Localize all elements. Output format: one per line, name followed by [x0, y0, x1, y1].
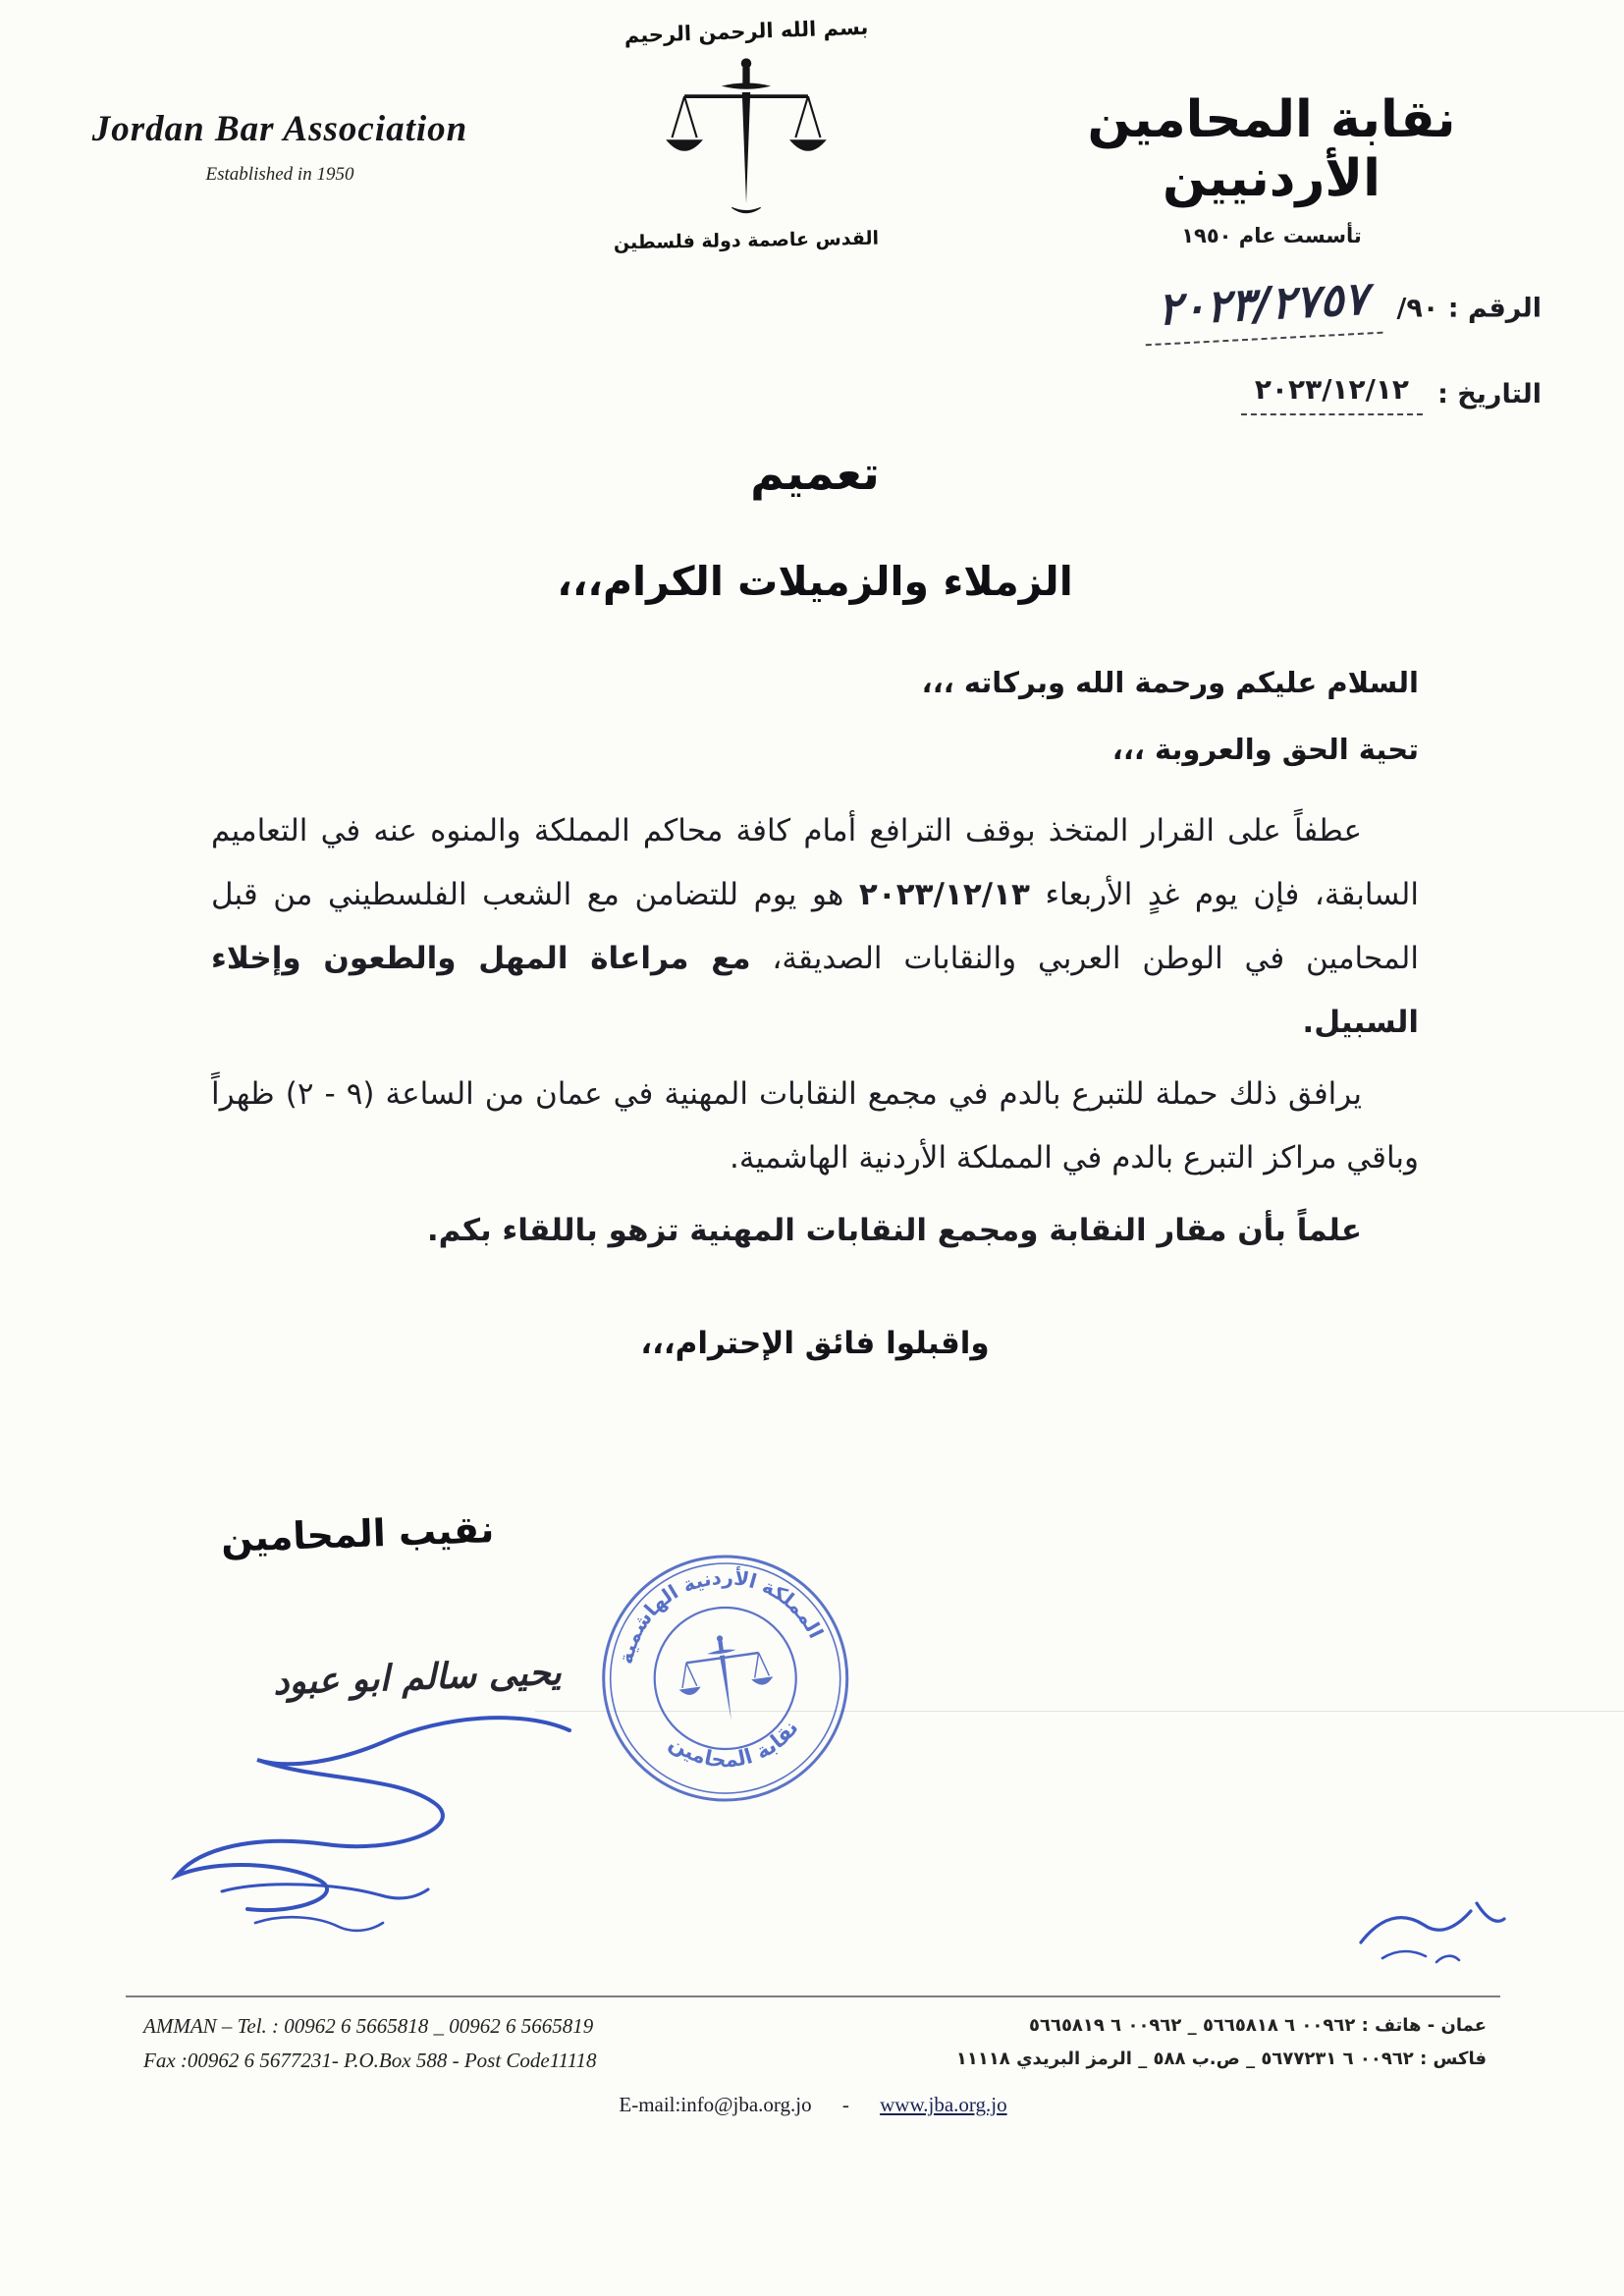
scan-artifact-line: [535, 1711, 1624, 1712]
svg-text:نقابة المحامين: [663, 1714, 807, 1780]
signature-ink-icon: [137, 1689, 619, 1958]
paragraph-decision-bold: مع مراعاة المهل والطعون وإخلاء السبيل.: [211, 941, 1419, 1041]
footer-phone-arabic: عمان - هاتف : ٠٠٩٦٢ ٦ ٥٦٦٥٨١٨ _ ٠٠٩٦٢ ٦ ٥٦٦٥٨١٩: [1028, 2015, 1487, 2036]
scales-of-justice-icon: [584, 51, 908, 224]
footer-email: E-mail:info@jba.org.jo: [619, 2093, 812, 2117]
letterhead-english: [83, 108, 476, 186]
paragraph-decision: [211, 799, 1419, 1055]
letter-footer: [126, 1995, 1500, 2117]
handwritten-initials-icon: [1343, 1886, 1515, 1983]
org-name-english: Jordan Bar Association: [91, 109, 468, 149]
footer-phone-english: AMMAN – Tel. : 00962 6 5665818 _ 00962 6 5665819: [143, 2014, 594, 2038]
paragraph-decision-cont: هو يوم للتضامن مع الشعب الفلسطيني من قبل المحامين في الوطن العربي والنقابات الصديقة،: [211, 877, 1419, 977]
motto-jerusalem: القدس عاصمة دولة فلسطين: [613, 227, 880, 254]
signatory-title: نقيب المحامين: [220, 1507, 495, 1560]
stamp-top-text: المملكة الأردنية الهاشمية: [613, 1564, 829, 1667]
salutation: الزملاء والزميلات الكرام،،،: [557, 558, 1073, 605]
letter-body: [211, 447, 1419, 1392]
signatory-name: يحيى سالم ابو عبود: [272, 1652, 563, 1704]
footer-fax-arabic: فاكس : ٠٠٩٦٢ ٦ ٥٦٧٧٢٣١ _ ص.ب ٥٨٨ _ الرمز البريدي ١١١١٨: [955, 2049, 1487, 2070]
footer-separator: -: [841, 2093, 849, 2117]
stamp-bottom-text: نقابة المحامين: [665, 1716, 803, 1773]
letterhead-arabic: [1001, 90, 1542, 247]
reference-number-row: [1041, 271, 1542, 340]
greeting-national: تحية الحق والعروبة ،،،: [1111, 733, 1419, 766]
established-english: Established in 1950: [205, 164, 354, 185]
footer-email-row: [126, 2093, 1500, 2117]
footer-contact-english: [126, 2009, 597, 2077]
paragraph-blood-drive: يرافق ذلك حملة للتبرع بالدم في مجمع النقابات المهنية في عمان من الساعة (٩ - ٢) ظهراً وباقي مراكز التبرع بالدم في المملكة الأردنية الهاشمية.: [211, 1076, 1419, 1176]
footer-contact-arabic: [956, 2009, 1500, 2076]
reference-date-label: التاريخ :: [1437, 379, 1542, 410]
reference-number-value: ٢٠٢٣/٢٧٥٧: [1142, 271, 1382, 347]
basmala-calligraphy: بسم الله الرحمن الرحيم: [623, 15, 869, 48]
solidarity-date: ٢٠٢٣/١٢/١٣: [858, 877, 1030, 913]
footer-website-link[interactable]: www.jba.org.jo: [880, 2093, 1007, 2117]
closing-respects: واقبلوا فائق الإحترام،،،: [640, 1325, 990, 1361]
org-name-arabic: نقابة المحامين الأردنيين: [1087, 90, 1456, 208]
reference-date-row: [1041, 373, 1542, 415]
greeting-islamic: السلام عليكم ورحمة الله وبركاته ،،،: [921, 666, 1419, 699]
official-stamp: [580, 1533, 871, 1828]
letter-title: تعميم: [750, 447, 880, 501]
footer-fax-english: Fax :00962 6 5677231- P.O.Box 588 - Post Code11118: [143, 2048, 597, 2072]
paragraph-decision-start: عطفاً على القرار المتخذ بوقف الترافع أمام كافة محاكم المملكة والمنوه عنه في التعاميم السابقة، فإن يوم غدٍ الأربعاء: [211, 813, 1419, 913]
reference-date-value: ٢٠٢٣/١٢/١٢: [1241, 373, 1423, 415]
established-arabic: تأسست عام ١٩٥٠: [1181, 224, 1362, 247]
reference-number-label: الرقم : ٩٠/: [1396, 293, 1542, 324]
paragraph-note: علماً بأن مقار النقابة ومجمع النقابات المهنية تزهو باللقاء بكم.: [426, 1212, 1362, 1248]
letterhead-emblem: [584, 15, 908, 254]
reference-block: [1041, 271, 1542, 449]
